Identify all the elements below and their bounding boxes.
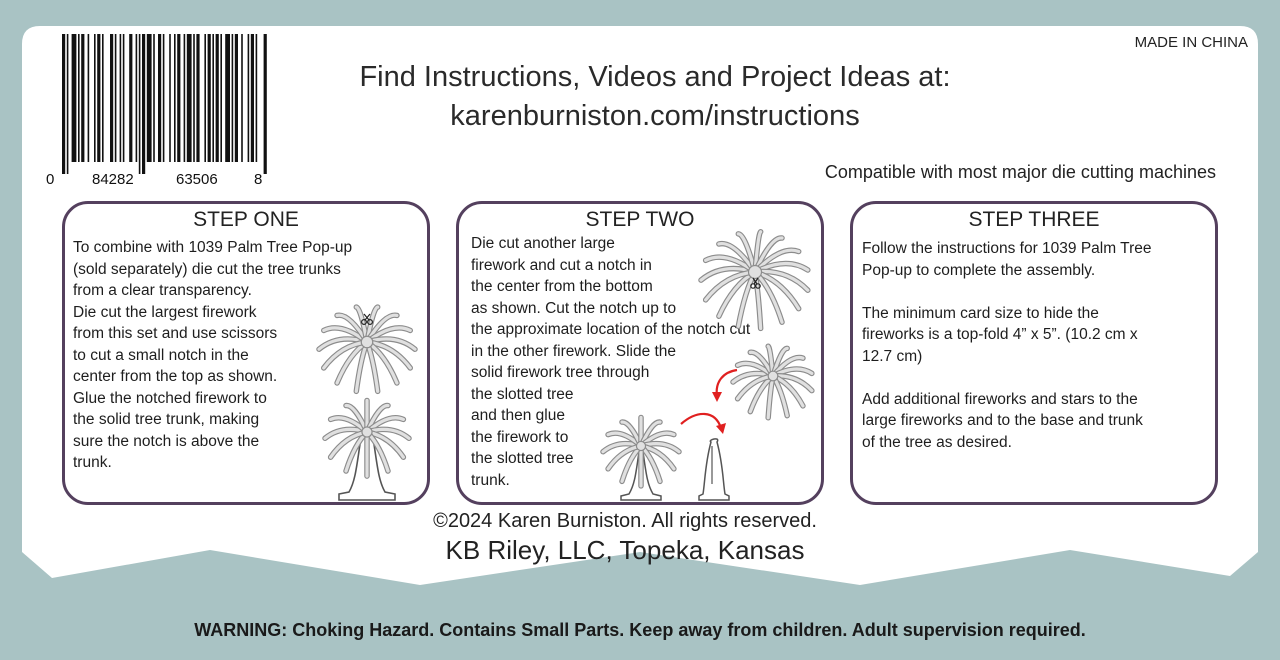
step-one-text: To combine with 1039 Palm Tree Pop-up (sold separately) die cut the tree trunks from a clear transparency. Die cut the largest firework from this set and use scissors to cut a small notch in the center from the top as shown. Glue the notched firework to the solid tree trunk, making sure the notch is above the trunk.: [73, 239, 353, 471]
barcode-right-group: 63506: [176, 171, 218, 188]
step-three-panel: [850, 201, 1218, 505]
firework-icon: [733, 346, 812, 417]
slotted-trunk-icon: [699, 439, 729, 500]
instructions-url: karenburniston.com/instructions: [450, 100, 860, 132]
made-in-label: MADE IN CHINA: [1134, 34, 1248, 51]
company-address: KB Riley, LLC, Topeka, Kansas: [445, 535, 805, 565]
step-three-text: Follow the instructions for 1039 Palm Tree Pop-up to complete the assembly. The minimum card size to hide the fireworks is a top-fold 4” x 5”. (10.2 cm x 12.7 cm) Add additional fireworks and stars to the large fireworks and to the base and trunk of the tree as desired.: [862, 240, 1152, 451]
barcode-left-group: 84282: [92, 171, 134, 188]
step-two-text: Die cut another large firework and cut a notch in the center from the bottom as shown. Cut the notch up to the approximate location of the notch cut in the other firework. Slide the solid firework tree through the slotted tree and then glue the firework to the slotted tree trunk.: [471, 235, 751, 489]
barcode: [60, 34, 270, 174]
warning-label: WARNING:: [194, 620, 288, 640]
red-arrow-icon: [712, 370, 737, 402]
step-one-title: STEP ONE: [193, 208, 299, 231]
step-two-panel: [456, 201, 824, 505]
step-two-illustration: [599, 214, 819, 504]
step-one-illustration: [309, 292, 425, 504]
headline-line-1: Find Instructions, Videos and Project Ideas at:: [359, 61, 951, 93]
step-three-title: STEP THREE: [968, 208, 1100, 231]
red-arrow-icon: [681, 414, 726, 434]
choking-hazard-warning: [0, 620, 1280, 641]
step-two-title: STEP TWO: [585, 208, 695, 231]
warning-text: Choking Hazard. Contains Small Parts. Keep away from children. Adult supervision required.: [287, 620, 1086, 640]
barcode-check-digit: 8: [254, 171, 263, 188]
headline: [330, 58, 980, 136]
firework-icon: [603, 418, 679, 486]
barcode-first-digit: 0: [46, 171, 55, 188]
compatibility-note: Compatible with most major die cutting machines: [824, 162, 1216, 182]
step-one-panel: [62, 201, 430, 505]
barcode-digits: [46, 171, 276, 191]
copyright: ©2024 Karen Burniston. All rights reserved.: [433, 510, 817, 532]
firework-icon: [325, 401, 409, 477]
firework-icon: [319, 307, 415, 391]
